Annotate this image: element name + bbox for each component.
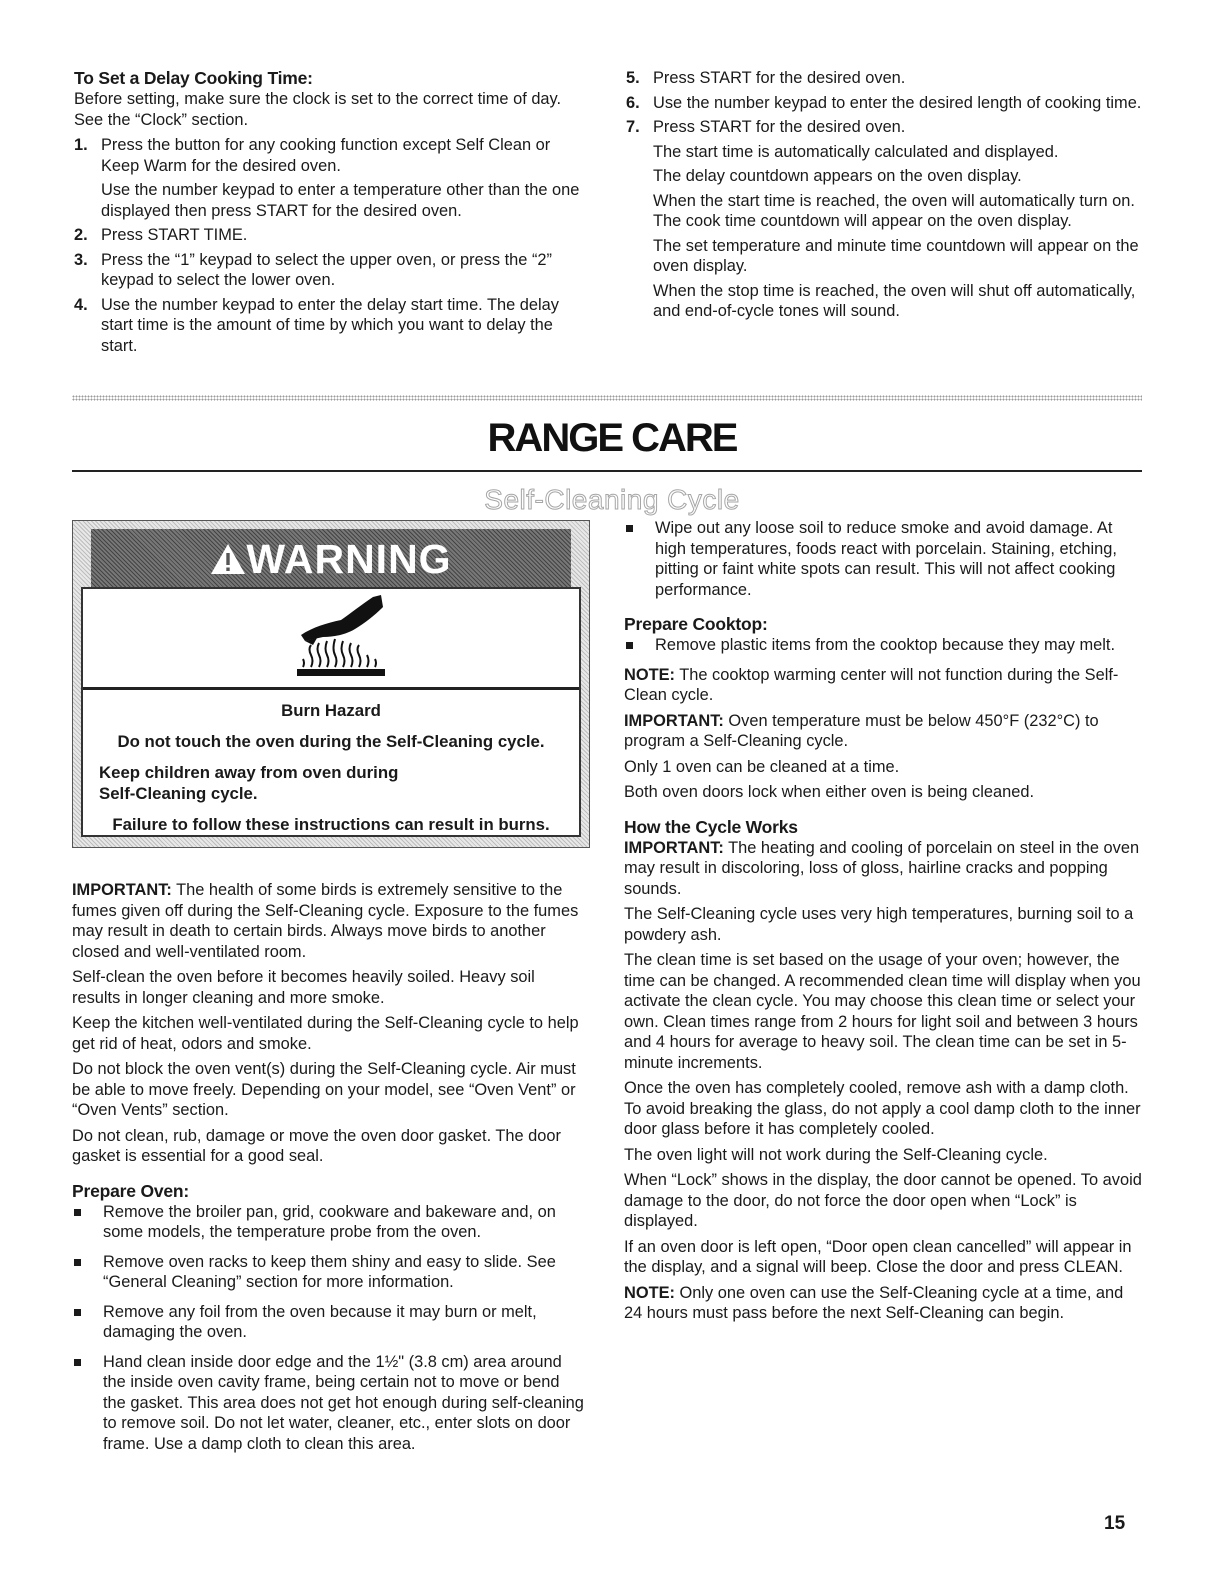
note-label: NOTE: <box>624 665 675 684</box>
step-item <box>74 295 584 357</box>
step-item <box>626 68 1142 89</box>
paragraph: The Self-Cleaning cycle uses very high temperatures, burning soil to a powdery ash. <box>624 905 1134 944</box>
bullet-square-icon <box>74 1209 81 1216</box>
list-item <box>72 1352 584 1455</box>
step-item <box>74 250 584 291</box>
warning-label: WARNING <box>246 536 452 582</box>
list-item <box>72 1252 584 1293</box>
step-number: 3. <box>74 250 88 269</box>
hazard-title: Burn Hazard <box>281 701 381 720</box>
dotted-divider <box>72 395 1142 401</box>
delay-steps-left <box>74 135 584 356</box>
right-column <box>624 518 1142 1329</box>
step-number: 6. <box>626 93 640 112</box>
title-rule <box>72 470 1142 472</box>
delay-left-column <box>74 68 584 360</box>
delay-intro: Before setting, make sure the clock is set to the correct time of day. See the “Clock” section. <box>74 90 562 129</box>
delay-steps-right <box>626 68 1142 322</box>
step-number: 1. <box>74 136 88 154</box>
list-item <box>624 518 1142 600</box>
bullet-square-icon <box>74 1309 81 1316</box>
subsection-title: Self-Cleaning Cycle <box>484 484 740 515</box>
bullet-square-icon <box>74 1359 81 1366</box>
warning-line: Failure to follow these instructions can result in burns. <box>112 815 550 834</box>
paragraph: Both oven doors lock when either oven is being cleaned. <box>624 783 1035 801</box>
list-item <box>624 635 1142 656</box>
prepare-cooktop-heading: Prepare Cooktop: <box>624 614 768 634</box>
delay-right-column <box>626 68 1142 326</box>
burn-hazard-hand-icon <box>283 593 399 677</box>
important-text: The health of some birds is extremely sensitive to the fumes given off during the Self-Cleaning cycle. Exposure to the fumes may result in death to certain birds. Always move birds to another closed and well-ventilated room. <box>72 881 579 961</box>
prepare-oven-heading: Prepare Oven: <box>72 1180 190 1201</box>
list-item-text: Remove plastic items from the cooktop because they may melt. <box>655 636 1116 654</box>
step-item <box>626 117 1142 322</box>
step-subtext: When the start time is reached, the oven will automatically turn on. The cook time countdown will appear on the oven display. <box>653 191 1135 230</box>
important-label: IMPORTANT: <box>624 838 724 857</box>
paragraph: Do not block the oven vent(s) during the Self-Cleaning cycle. Air must be able to move freely. Depending on your model, see “Oven Vent” or “Oven Vents” section. <box>72 1060 576 1119</box>
step-subtext: Use the number keypad to enter a temperature other than the one displayed then press START for the desired oven. <box>101 181 580 220</box>
bullet-square-icon <box>626 525 633 532</box>
warning-line: Keep children away from oven during Self-Cleaning cycle. <box>99 763 399 803</box>
step-item <box>74 225 584 246</box>
warning-header <box>91 529 571 587</box>
important-text: The heating and cooling of porcelain on steel in the oven may result in discoloring, loss of gloss, hairline cracks and popping sounds. <box>624 838 1140 898</box>
important-paragraph <box>624 711 1142 752</box>
left-column <box>72 880 584 1463</box>
bullet-square-icon <box>74 1259 81 1266</box>
list-item-text: Remove the broiler pan, grid, cookware and bakeware and, on some models, the temperature probe from the oven. <box>103 1202 556 1241</box>
warning-rule <box>83 687 579 690</box>
step-item <box>626 93 1142 114</box>
list-item <box>72 1302 584 1343</box>
paragraph: Self-clean the oven before it becomes heavily soiled. Heavy soil results in longer cleaning and more smoke. <box>72 968 535 1007</box>
warning-line: Do not touch the oven during the Self-Cleaning cycle. <box>117 732 545 751</box>
step-text: Press START for the desired oven. <box>653 69 906 87</box>
step-item <box>74 135 584 221</box>
note-paragraph <box>624 1283 1142 1324</box>
list-item <box>72 1202 584 1243</box>
note-text: Only one oven can use the Self-Cleaning cycle at a time, and 24 hours must pass before the next Self-Cleaning can begin. <box>624 1283 1124 1322</box>
warning-content <box>81 587 581 837</box>
step-number: 2. <box>74 226 88 244</box>
step-subtext: The start time is automatically calculated and displayed. <box>653 142 1059 161</box>
important-label: IMPORTANT: <box>624 711 724 730</box>
step-number: 7. <box>626 118 640 136</box>
paragraph: The clean time is set based on the usage of your oven; however, the time can be changed. A recommended clean time will display when you activate the clean cycle. You may choose this clean time or select your own. Clean times range from 2 hours for light soil and between 3 hours and 4 hours for average to heavy soil. The clean time can be set in 5-minute increments. <box>624 951 1141 1072</box>
step-number: 5. <box>626 69 640 87</box>
list-item-text: Wipe out any loose soil to reduce smoke and avoid damage. At high temperatures, foods react with porcelain. Staining, etching, pitting or faint white spots can result. This will not affect cooking performance. <box>655 519 1117 599</box>
important-text: Oven temperature must be below 450°F (232°C) to program a Self-Cleaning cycle. <box>624 711 1099 750</box>
important-paragraph <box>72 880 584 962</box>
step-subtext: The set temperature and minute time countdown will appear on the oven display. <box>653 236 1139 275</box>
paragraph: Once the oven has completely cooled, remove ash with a damp cloth. To avoid breaking the glass, do not apply a cool damp cloth to the inner door glass before it has completely cooled. <box>624 1079 1141 1138</box>
paragraph: Only 1 oven can be cleaned at a time. <box>624 757 900 776</box>
paragraph: Do not clean, rub, damage or move the oven door gasket. The door gasket is essential for a good seal. <box>72 1126 561 1165</box>
how-cycle-works-heading: How the Cycle Works <box>624 816 798 837</box>
warning-text <box>83 700 579 845</box>
note-text: The cooktop warming center will not function during the Self-Clean cycle. <box>624 665 1119 704</box>
delay-heading: To Set a Delay Cooking Time: <box>74 68 313 88</box>
section-title: RANGE CARE <box>487 416 737 460</box>
important-paragraph <box>624 838 1142 900</box>
paragraph: When “Lock” shows in the display, the door cannot be opened. To avoid damage to the door, do not force the door open when “Lock” is displayed. <box>624 1171 1142 1230</box>
paragraph: If an oven door is left open, “Door open clean cancelled” will appear in the display, and a signal will beep. Close the door and press CLEAN. <box>624 1237 1132 1276</box>
prepare-cooktop-list <box>624 635 1142 656</box>
paragraph: Keep the kitchen well-ventilated during the Self-Cleaning cycle to help get rid of heat, odors and smoke. <box>72 1014 579 1053</box>
step-text: Press START for the desired oven. <box>653 118 906 136</box>
warning-triangle-icon <box>210 543 246 575</box>
step-text: Press the “1” keypad to select the upper oven, or press the “2” keypad to select the lower oven. <box>101 250 552 289</box>
important-label: IMPORTANT: <box>72 881 172 899</box>
list-item-text: Remove oven racks to keep them shiny and easy to slide. See “General Cleaning” section for more information. <box>103 1252 556 1291</box>
bullet-square-icon <box>626 642 633 649</box>
step-subtext: When the stop time is reached, the oven will shut off automatically, and end-of-cycle tones will sound. <box>653 281 1136 320</box>
step-subtext: The delay countdown appears on the oven display. <box>653 167 1022 185</box>
step-text: Use the number keypad to enter the desired length of cooking time. <box>653 93 1142 112</box>
list-item-text: Remove any foil from the oven because it may burn or melt, damaging the oven. <box>103 1302 537 1341</box>
page-number: 15 <box>1104 1513 1126 1534</box>
note-paragraph <box>624 665 1142 706</box>
step-text: Use the number keypad to enter the delay start time. The delay start time is the amount of time by which you want to delay the start. <box>101 295 559 355</box>
list-item-text: Hand clean inside door edge and the 1½" (3.8 cm) area around the inside oven cavity frame, being certain not to move or bend the gasket. This area does not get hot enough during self-cleaning to remove soil. Do not let water, cleaner, etc., enter slots on door frame. Use a damp cloth to clean this area. <box>103 1352 584 1453</box>
wipe-list <box>624 518 1142 600</box>
prepare-oven-list <box>72 1202 584 1455</box>
step-text: Press START TIME. <box>101 226 248 244</box>
note-label: NOTE: <box>624 1283 675 1302</box>
step-number: 4. <box>74 295 88 314</box>
warning-box <box>72 520 590 848</box>
paragraph: The oven light will not work during the Self-Cleaning cycle. <box>624 1145 1048 1164</box>
step-text: Press the button for any cooking function except Self Clean or Keep Warm for the desired oven. <box>101 136 551 175</box>
